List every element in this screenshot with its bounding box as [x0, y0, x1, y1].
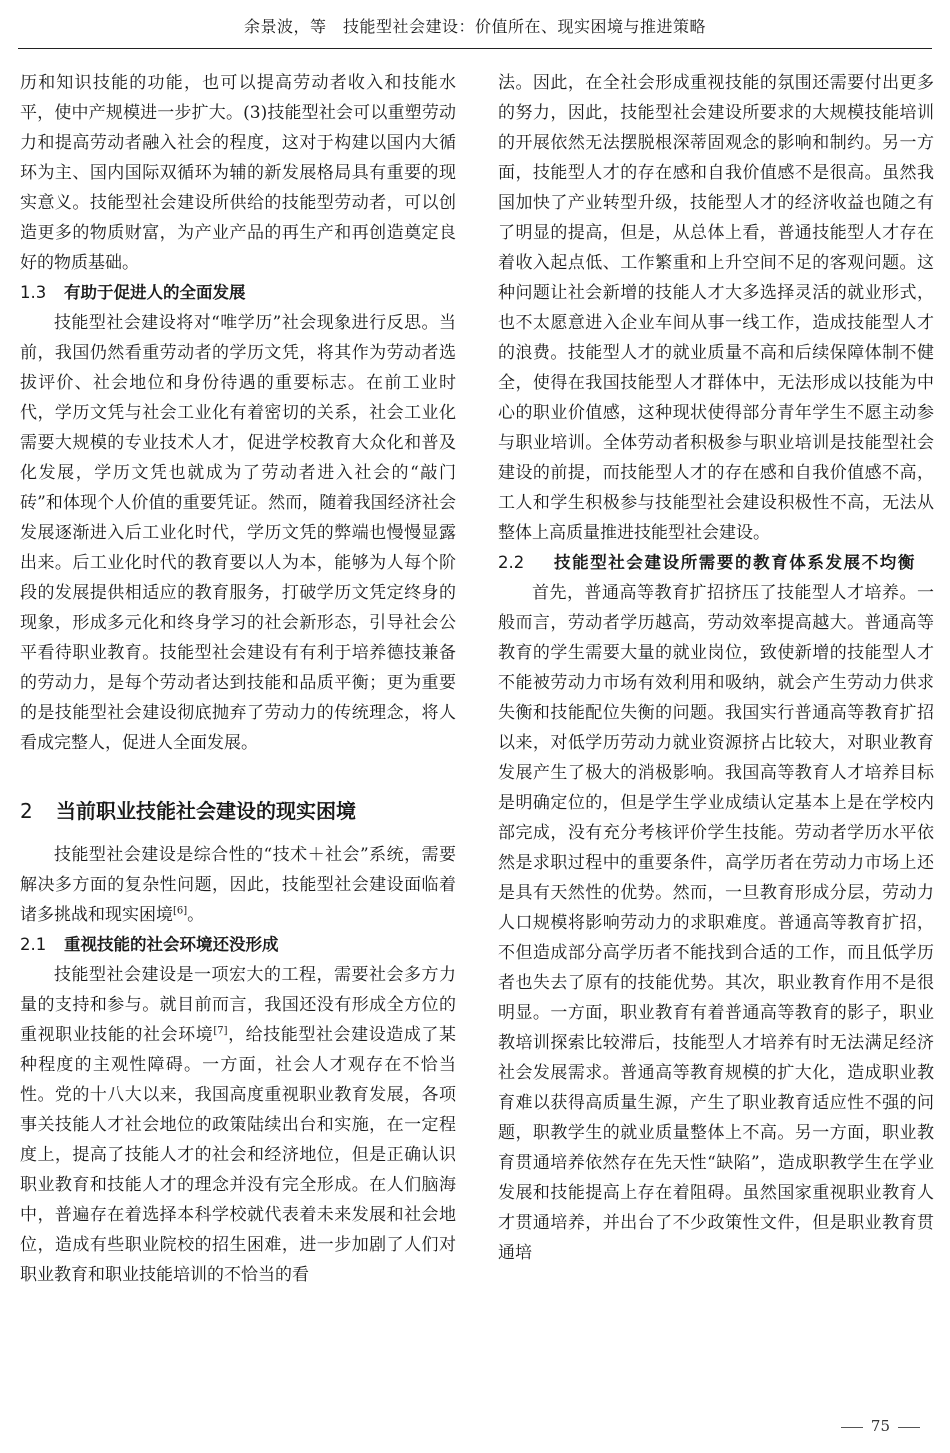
citation-7: [7] — [213, 1025, 228, 1037]
section-heading-2 — [20, 794, 456, 828]
section-heading-1-3 — [20, 278, 456, 308]
right-column — [498, 68, 934, 1268]
paragraph-2-1 — [20, 960, 456, 1290]
section-heading-2-1 — [20, 930, 456, 960]
section-number: 2 — [20, 799, 33, 823]
paragraph-text: ，给技能型社会建设造成了某种程度的主观性障碍。一方面，社会人才观存在不恰当性。党的十八大以来，我国高度重视职业教育发展，各项事关技能人才社会地位的政策陆续出台和实施，在一定程度上，提高了技能人才的社会和经济地位，但是正确认识职业教育和技能人才的理念并没有完全形成。在人们脑海中，普遍存在着选择本科学校就代表着未来发展和社会地位，造成有些职业院校的招生困难，进一步加剧了人们对职业教育和职业技能培训的不恰当的看 — [20, 1025, 457, 1285]
page-number-value: 75 — [870, 1417, 890, 1435]
paragraph-continued: 历和知识技能的功能，也可以提高劳动者收入和技能水平，使中产规模进一步扩大。(3)技能型社会可以重塑劳动力和提高劳动者融入社会的程度，这对于构建以国内大循环为主、国内国际双循环为辅的新发展格局具有重要的现实意义。技能型社会建设所供给的技能型劳动者，可以创造更多的物质财富，为产业产品的再生产和再创造奠定良好的物质基础。 — [20, 73, 456, 273]
section-heading-2-2 — [498, 548, 934, 578]
section-title: 有助于促进人的全面发展 — [64, 283, 246, 302]
paragraph-text: 。 — [187, 905, 205, 925]
citation-6: [6] — [173, 905, 188, 917]
paragraph-2-2: 首先，普通高等教育扩招挤压了技能型人才培养。一般而言，劳动者学历越高，劳动效率提高越大。普通高等教育的学生需要大量的就业岗位，致使新增的技能型人才不能被劳动力市场有效利用和吸纳，就会产生劳动力供求失衡和技能配位失衡的问题。我国实行普通高等教育扩招以来，对低学历劳动力就业资源挤占比较大，对职业教育发展产生了极大的消极影响。我国高等教育人才培养目标是明确定位的，但是学生学业成绩认定基本上是在学校内部完成，没有充分考核评价学生技能。劳动者学历水平依然是求职过程中的重要条件，高学历者在劳动力市场上还是具有天然性的优势。然而，一旦教育形成分层，劳动力人口规模将影响劳动力的求职难度。普通高等教育扩招，不但造成部分高学历者不能找到合适的工作，而且低学历者也失去了原有的技能优势。其次，职业教育作用不是很明显。一方面，职业教育有着普通高等教育的影子，职业教培训探索比较滞后，技能型人才培养有时无法满足经济社会发展需求。普通高等教育规模的扩大化，造成职业教育难以获得高质量生源，产生了职业教育适应性不强的问题，职教学生的就业质量整体上不高。另一方面，职业教育贯通培养依然存在先天性“缺陷”，造成职教学生在学业发展和技能提高上存在着阻碍。虽然国家重视职业教育人才贯通培养，并出台了不少政策性文件，但是职业教育贯通培 — [498, 583, 934, 1263]
page-number-dash — [898, 1427, 920, 1428]
left-column — [20, 68, 456, 1290]
section-title: 重视技能的社会环境还没形成 — [64, 935, 279, 954]
paragraph-1-3: 技能型社会建设将对“唯学历”社会现象进行反思。当前，我国仍然看重劳动者的学历文凭，将其作为劳动者选拔评价、社会地位和身份待遇的重要标志。在前工业时代，学历文凭与社会工业化有着密切的关系，社会工业化需要大规模的专业技术人才，促进学校教育大众化和普及化发展，学历文凭也就成为了劳动者进入社会的“敲门砖”和体现个人价值的重要凭证。然而，随着我国经济社会发展逐渐进入后工业化时代，学历文凭的弊端也慢慢显露出来。后工业化时代的教育要以人为本，能够为人每个阶段的发展提供相适应的教育服务，打破学历文凭定终身的现象，形成多元化和终身学习的社会新形态，引导社会公平看待职业教育。技能型社会建设有有利于培养德技兼备的劳动力，是每个劳动者达到技能和品质平衡；更为重要的是技能型社会建设彻底抛弃了劳动力的传统理念，将人看成完整人，促进人全面发展。 — [20, 313, 456, 753]
paragraph-text: 技能型社会建设是一项宏大的工程，需要社会多方力量的支持和参与。就目前而言，我国还没有形成全方位的重视职业技能的社会环境 — [20, 965, 456, 1045]
section-number: 1.3 — [20, 283, 47, 302]
section-title: 技能型社会建设所需要的教育体系发展不均衡 — [554, 553, 916, 572]
page-number-dash — [841, 1427, 863, 1428]
page-number — [833, 1417, 928, 1435]
running-header: 余景波，等 技能型社会建设：价值所在、现实困境与推进策略 — [243, 17, 706, 36]
section-number: 2.2 — [498, 553, 525, 572]
paragraph-continued: 法。因此，在全社会形成重视技能的氛围还需要付出更多的努力，因此，技能型社会建设所要求的大规模技能培训的开展依然无法摆脱根深蒂固观念的影响和制约。另一方面，技能型人才的存在感和自我价值感不是很高。虽然我国加快了产业转型升级，技能型人才的经济收益也随之有了明显的提高，但是，从总体上看，普通技能型人才存在着收入起点低、工作繁重和上升空间不足的客观问题。这种问题让社会新增的技能人才大多选择灵活的就业形式，也不太愿意进入企业车间从事一线工作，造成技能型人才的浪费。技能型人才的就业质量不高和后续保障体制不健全，使得在我国技能型人才群体中，无法形成以技能为中心的职业价值感，这种现状使得部分青年学生不愿主动参与职业培训。全体劳动者积极参与职业培训是技能型社会建设的前提，而技能型人才的存在感和自我价值感不高，工人和学生积极参与技能型社会建设积极性不高，无法从整体上高质量推进技能型社会建设。 — [498, 73, 934, 543]
paragraph-2 — [20, 840, 456, 930]
paragraph-text: 技能型社会建设是综合性的“技术＋社会”系统，需要解决多方面的复杂性问题，因此，技能型社会建设面临着诸多挑战和现实困境 — [20, 845, 456, 925]
header-rule — [18, 48, 932, 49]
section-title: 当前职业技能社会建设的现实困境 — [56, 799, 356, 823]
section-number: 2.1 — [20, 935, 47, 954]
